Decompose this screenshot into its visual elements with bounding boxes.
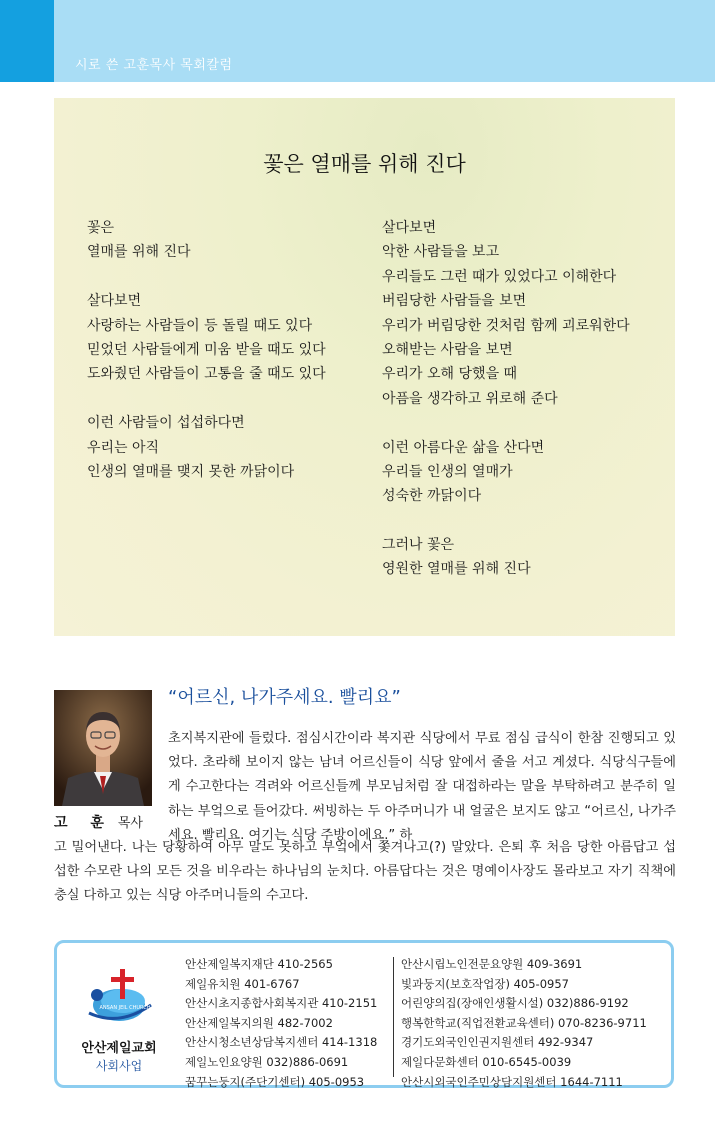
author-role: 목사 [117, 816, 143, 831]
directory-item: 제일노인요양원 032)886-0691 [185, 1054, 349, 1069]
church-name: 안산제일교회 [81, 1041, 157, 1056]
poem-line: 이런 아름다운 삶을 산다면 [382, 439, 545, 456]
poem-line: 사랑하는 사람들이 등 돌릴 때도 있다 [87, 317, 313, 334]
author-label [54, 812, 164, 832]
column-body-narrow: 초지복지관에 들렀다. 점심시간이라 복지관 식당에서 무료 점심 급식이 한참 진행되고 있었다. 초라해 보이지 않는 남녀 어르신들이 식당 앞에서 줄을 서고 계셨다. 식당식구들에게 수고한다는 격려와 어르신들께 부모님처럼 잘 대접하라는 말을 부탁하려고 분주히 일하는 부엌으로 들어갔다. 써빙하는 두 아주머니가 내 얼굴은 보지도 않고 “어르신, 나가주세요. 빨리요. 여기는 식당 주방이에요.” 하 [168, 731, 676, 843]
directory-item: 안산제일복지재단 410-2565 [185, 957, 333, 971]
directory-item: 안산시외국인주민상담지원센터 1644-7111 [401, 1074, 623, 1089]
poem-line: 우리들도 그런 때가 있었다고 이해한다 [382, 268, 617, 285]
poem-line [382, 509, 630, 533]
section-title: 시로 쓴 고훈목사 목회칼럼 [75, 58, 233, 73]
directory-item: 꿈꾸는둥지(주단기센터) 405-0953 [185, 1074, 365, 1089]
directory-item: 안산시청소년상담복지센터 414-1318 [185, 1035, 378, 1050]
directory-item: 안산시립노인전문요양원 409-3691 [401, 957, 583, 971]
church-subtitle: 사회사업 [95, 1059, 143, 1073]
directory-item: 경기도외국인인권지원센터 492-9347 [401, 1035, 594, 1050]
author-photo [54, 690, 152, 806]
poem-left-column [87, 216, 326, 484]
directory-right-list [401, 955, 647, 1092]
poem-box [54, 98, 675, 636]
directory-divider [393, 957, 394, 1077]
poem-line: 우리가 오해 당했을 때 [382, 366, 518, 383]
poem-line: 오해받는 사람을 보면 [382, 341, 513, 358]
directory-item: 행복한학교(직업전환교육센터) 070-8236-9711 [401, 1015, 647, 1030]
directory-item: 안산제일복지의원 482-7002 [185, 1015, 333, 1030]
header-accent-block [0, 0, 54, 82]
poem-line [87, 265, 326, 289]
logo-text: ANSAN JEIL CHURCH [99, 1005, 151, 1011]
poem-line: 영원한 열매를 위해 진다 [382, 561, 531, 578]
poem-line [87, 387, 326, 411]
footer-directory [54, 940, 674, 1088]
directory-item: 안산시초지종합사회복지관 410-2151 [185, 996, 378, 1011]
poem-line: 믿었던 사람들에게 미움 받을 때도 있다 [87, 341, 326, 358]
poem-line [382, 411, 630, 435]
column-body-full: 고 밀어낸다. 나는 당황하여 아무 말도 못하고 부엌에서 쫓겨나고(?) 말았다. 은퇴 후 처음 당한 아름답고 섭섭한 수모란 나의 모든 것을 비우라는 하나님의 눈치다. 아름답다는 것은 명예이사장도 몰라보고 자기 직책에 충실 다하고 있는 식당 아주머니들의 수고다. [54, 840, 676, 904]
directory-item: 빛과둥지(보호작업장) 405-0957 [401, 976, 569, 991]
poem-line: 성숙한 까닭이다 [382, 488, 482, 505]
poem-line: 살다보면 [382, 220, 437, 236]
directory-item: 어린양의집(장애인생활시설) 032)886-9192 [401, 996, 629, 1011]
poem-line: 도와줬던 사람들이 고통을 줄 때도 있다 [87, 366, 326, 383]
poem-line: 버림당한 사람들을 보면 [382, 293, 527, 310]
directory-item: 제일다문화센터 010-6545-0039 [401, 1054, 572, 1069]
church-logo-icon [79, 965, 161, 1031]
column-title: “어르신, 나가주세요. 빨리요” [168, 687, 401, 708]
poem-line: 우리가 버림당한 것처럼 함께 괴로워한다 [382, 317, 630, 334]
poem-line: 살다보면 [87, 293, 142, 310]
poem-line: 꽃은 [87, 220, 115, 236]
poem-line: 그러나 꽃은 [382, 537, 455, 554]
poem-line: 이런 사람들이 섭섭하다면 [87, 415, 245, 432]
poem-title: 꽃은 열매를 위해 진다 [263, 152, 466, 176]
poem-line: 우리는 아직 [87, 439, 160, 456]
directory-item: 제일유치원 401-6767 [185, 976, 300, 991]
poem-line: 열매를 위해 진다 [87, 244, 191, 261]
poem-line: 인생의 열매를 맺지 못한 까닭이다 [87, 463, 295, 480]
poem-line: 악한 사람들을 보고 [382, 244, 500, 261]
poem-line: 아픔을 생각하고 위로해 준다 [382, 390, 558, 407]
poem-right-column [382, 216, 630, 582]
header-band [0, 0, 715, 82]
author-portrait-icon [54, 690, 152, 806]
author-name: 고 훈 [54, 815, 113, 831]
directory-left-list [185, 955, 377, 1092]
poem-line: 우리들 인생의 열매가 [382, 463, 513, 480]
